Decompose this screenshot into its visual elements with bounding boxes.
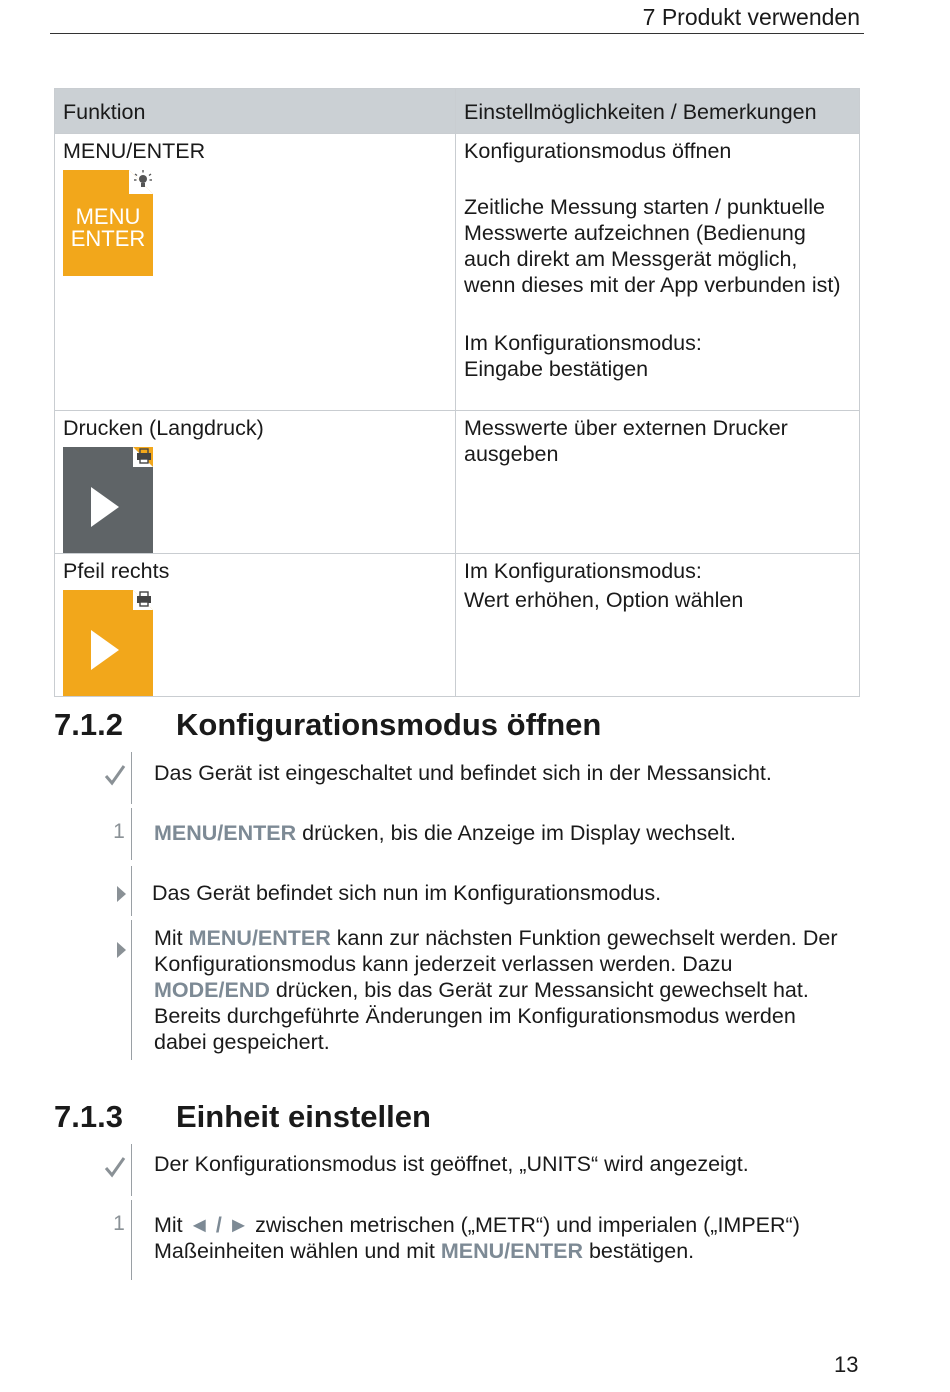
menu-enter-key-label [63,206,153,250]
key-reference: MENU/ENTER [154,821,297,845]
column-header-remarks: Einstellmöglichkeiten / Bemerkungen [456,89,860,134]
result-arrow-icon [108,940,134,966]
remark-text: Messwerte über externen Drucker ausgeben [464,416,788,466]
function-table [54,88,860,697]
section-title: Konfigurationsmodus öffnen [176,707,602,742]
section-number: 7.1.2 [54,707,123,742]
function-cell [55,411,456,554]
arrow-right-key-icon [63,590,153,696]
table-row [55,411,860,554]
key-label-line1: MENU [75,204,141,229]
remark-text: Im Konfigurationsmodus: Eingabe bestätigen [464,331,702,381]
remarks-cell [456,134,860,411]
table-row [55,554,860,697]
step-text-part: zwischen metrischen („METR“) und imperialen („IMPER“) Maßeinheiten wählen und mit [154,1213,800,1263]
function-cell [55,554,456,697]
function-cell [55,134,456,411]
section-title: Einheit einstellen [176,1099,431,1134]
running-head: 7 Produkt verwenden [642,4,860,30]
remarks-cell [456,554,860,697]
page-number: 13 [834,1352,859,1377]
step-bar [131,752,132,804]
prerequisite-text: Das Gerät ist eingeschaltet und befindet sich in der Messansicht. [154,761,772,785]
result-text: Das Gerät befindet sich nun im Konfigurationsmodus. [152,881,662,905]
checkmark-icon [102,1156,128,1184]
key-reference: MENU/ENTER [188,926,331,950]
remark-text: Wert erhöhen, Option wählen [464,588,744,612]
menu-enter-key-icon [63,170,153,276]
step-text [154,820,854,846]
remark-text: Zeitliche Messung starten / punktuelle Messwerte aufzeichnen (Bedienung auch direkt am Messgerät möglich, wenn dieses mit der App verbunden ist) [464,195,841,297]
key-label-line2: ENTER [70,226,146,251]
step-text-part: bestätigen. [582,1239,695,1263]
print-play-key-icon [63,447,153,553]
result-arrow-icon [108,884,134,910]
header-rule [50,33,864,34]
checkmark-icon [102,764,128,792]
arrow-keys-reference: ◄ / ► [188,1213,250,1237]
step-number: 1 [113,820,125,843]
key-reference: MENU/ENTER [440,1239,583,1263]
function-name: Pfeil rechts [63,559,170,583]
step-text-part: drücken, bis die Anzeige im Display wechselt. [296,821,736,845]
remarks-cell [456,411,860,554]
function-name: MENU/ENTER [63,139,206,163]
table-header-row [55,89,860,134]
table-row [55,134,860,411]
section-number: 7.1.3 [54,1099,123,1134]
step-text [154,1212,844,1264]
note-text-part: Mit [154,926,189,950]
key-reference: MODE/END [154,978,270,1002]
prerequisite-text: Der Konfigurationsmodus ist geöffnet, „UNITS“ wird angezeigt. [154,1152,749,1176]
remark-text: Konfigurationsmodus öffnen [464,139,732,163]
note-text-part: drücken, bis das Gerät zur Messansicht gewechselt hat. Bereits durchgeführte Änderungen im Konfigurationsmodus werden dabei gespeichert. [154,978,809,1054]
step-bar [131,1144,132,1196]
note-text-part: kann zur nächsten Funktion gewechselt werden. Der Konfigurationsmodus kann jederzeit verlassen werden. Dazu [154,926,838,976]
remark-text: Im Konfigurationsmodus: [464,559,702,583]
column-header-function: Funktion [55,89,456,134]
step-number: 1 [113,1212,125,1235]
function-name: Drucken (Langdruck) [63,416,264,440]
step-text-part: Mit [154,1213,189,1237]
note-text [154,925,849,1055]
